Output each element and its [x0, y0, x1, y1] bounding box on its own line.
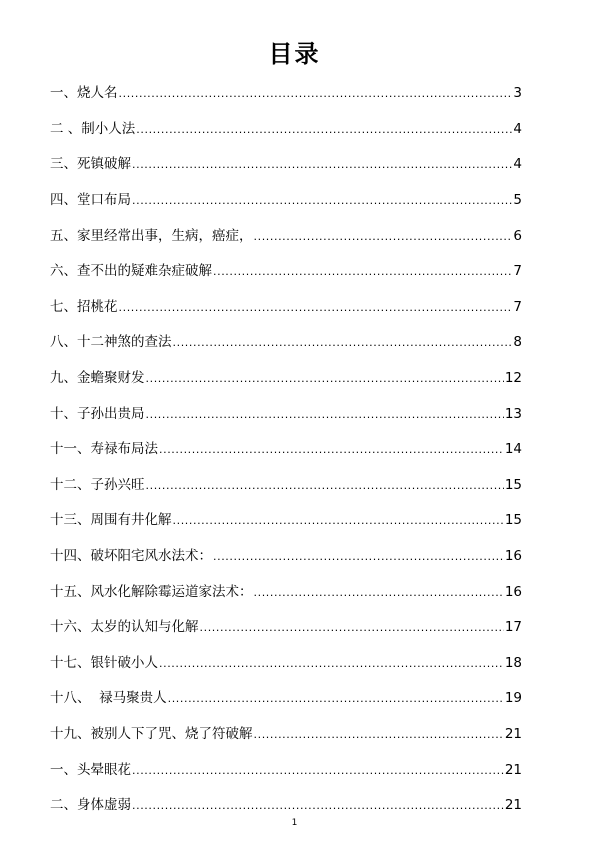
toc-dot-leader	[159, 441, 504, 459]
toc-entry[interactable]	[50, 432, 522, 468]
toc-entry-page: 21	[504, 761, 522, 778]
toc-entry[interactable]	[50, 646, 522, 682]
toc-dot-leader	[146, 406, 504, 424]
toc-entry-label: 十三、周围有井化解	[50, 512, 172, 529]
toc-entry[interactable]	[50, 254, 522, 290]
toc-dot-leader	[132, 156, 512, 174]
toc-entry[interactable]	[50, 290, 522, 326]
toc-entry-page: 4	[513, 156, 522, 173]
toc-entry-page: 21	[504, 797, 522, 814]
toc-dot-leader	[254, 726, 504, 744]
toc-entry[interactable]	[50, 76, 522, 112]
toc-entry-label: 十四、破坏阳宅风水法术：	[50, 548, 212, 565]
toc-entry-label: 十六、太岁的认知与化解	[50, 619, 199, 636]
toc-entry-label: 十七、银针破小人	[50, 654, 158, 671]
toc-dot-leader	[119, 299, 513, 317]
toc-entry-label: 六、查不出的疑难杂症破解	[50, 263, 212, 280]
toc-entry-page: 6	[513, 227, 522, 244]
toc-entry-page: 16	[504, 548, 522, 565]
toc-entry-page: 18	[504, 654, 522, 671]
toc-dot-leader	[159, 655, 504, 673]
toc-dot-leader	[132, 192, 512, 210]
toc-entry-label: 十、子孙出贵局	[50, 405, 145, 422]
toc-entry-label: 九、金蟾聚财发	[50, 370, 145, 387]
toc-dot-leader	[254, 228, 513, 246]
toc-entry[interactable]	[50, 717, 522, 753]
toc-entry-label: 八、十二神煞的查法	[50, 334, 172, 351]
toc-dot-leader	[132, 762, 504, 780]
toc-entry-label: 十八、 禄马聚贵人	[50, 690, 167, 707]
toc-entry-page: 21	[504, 725, 522, 742]
toc-dot-leader	[132, 797, 504, 815]
toc-dot-leader	[213, 263, 512, 281]
toc-entry-label: 十一、寿禄布局法	[50, 441, 158, 458]
toc-dot-leader	[200, 619, 504, 637]
page-number-footer: 1	[291, 818, 298, 828]
toc-entry-label: 一、头晕眼花	[50, 761, 131, 778]
toc-entry[interactable]	[50, 610, 522, 646]
toc-dot-leader	[173, 512, 504, 530]
toc-entry[interactable]	[50, 183, 522, 219]
toc-entry-page: 19	[504, 690, 522, 707]
toc-entry-label: 十九、被别人下了咒、烧了符破解	[50, 725, 253, 742]
toc-dot-leader	[146, 370, 504, 388]
toc-dot-leader	[213, 548, 504, 566]
toc-entry-page: 13	[504, 405, 522, 422]
toc-entry-label: 一、烧人名	[50, 85, 118, 102]
toc-dot-leader	[254, 584, 504, 602]
toc-entry[interactable]	[50, 325, 522, 361]
toc-entry-page: 5	[513, 192, 522, 209]
toc-entry-page: 8	[513, 334, 522, 351]
toc-entry-page: 12	[504, 370, 522, 387]
toc-entry[interactable]	[50, 539, 522, 575]
toc-entry-page: 3	[513, 85, 522, 102]
toc-entry-page: 17	[504, 619, 522, 636]
toc-entry-label: 二、身体虚弱	[50, 797, 131, 814]
toc-entry-label: 三、死镇破解	[50, 156, 131, 173]
toc-entry[interactable]	[50, 112, 522, 148]
toc-entry[interactable]	[50, 396, 522, 432]
toc-entry-label: 五、家里经常出事，生病，癌症，	[50, 227, 253, 244]
toc-entry[interactable]	[50, 361, 522, 397]
toc-entry-page: 4	[513, 120, 522, 137]
toc-dot-leader	[146, 477, 504, 495]
page-title: 目录	[268, 40, 321, 68]
toc-entry[interactable]	[50, 503, 522, 539]
toc-dot-leader	[168, 690, 504, 708]
toc-entry[interactable]	[50, 681, 522, 717]
toc-entry-page: 14	[504, 441, 522, 458]
toc-dot-leader	[136, 121, 512, 139]
toc-entry-label: 七、招桃花	[50, 298, 118, 315]
table-of-contents	[50, 76, 522, 823]
toc-entry-label: 十二、子孙兴旺	[50, 476, 145, 493]
toc-entry[interactable]	[50, 147, 522, 183]
toc-entry[interactable]	[50, 752, 522, 788]
toc-entry-page: 16	[504, 583, 522, 600]
toc-entry-label: 四、堂口布局	[50, 192, 131, 209]
toc-entry[interactable]	[50, 574, 522, 610]
toc-entry-page: 15	[504, 476, 522, 493]
toc-entry-page: 15	[504, 512, 522, 529]
toc-entry-label: 十五、风水化解除霉运道家法术：	[50, 583, 253, 600]
toc-dot-leader	[119, 85, 513, 103]
toc-dot-leader	[173, 334, 513, 352]
toc-entry-page: 7	[513, 263, 522, 280]
toc-entry[interactable]	[50, 468, 522, 504]
toc-entry-page: 7	[513, 298, 522, 315]
toc-entry[interactable]	[50, 218, 522, 254]
toc-entry-label: 二 、制小人法	[50, 120, 136, 137]
